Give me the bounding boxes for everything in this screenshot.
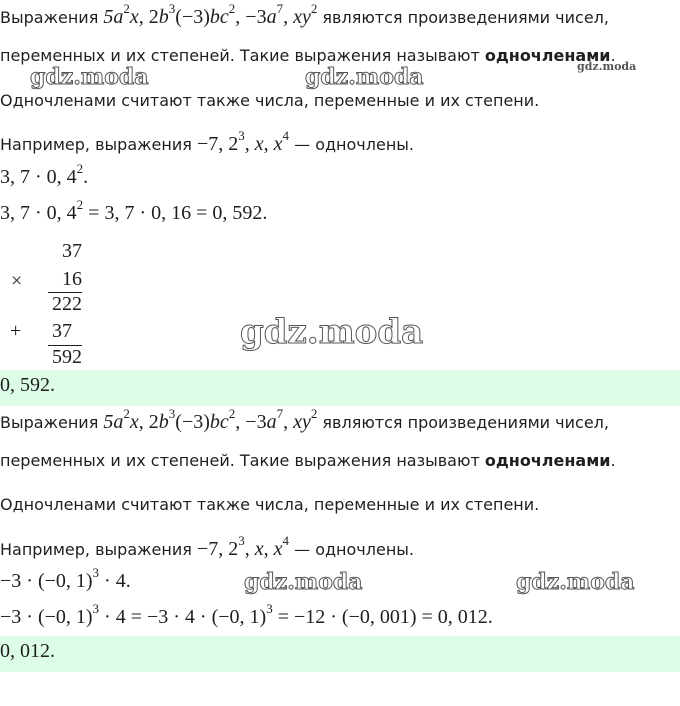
line2-end: . — [610, 46, 616, 65]
column-multiplication — [0, 240, 100, 368]
solution-2: −3 · (−0, 1)$^3$ · 4 = −3 · 4 · (−0, 1)$^3$ = −12 · (−0, 001) = 0, 012. — [0, 601, 493, 628]
multiply-sign: × — [11, 270, 23, 292]
watermark: gdz.moda — [30, 64, 149, 90]
task-1: 3, 7 · 0, $4^2$. — [0, 161, 89, 188]
example-prefix: Например, выражения — [0, 135, 197, 154]
example-expr: −7, $2^3$, x, $x^4$ — [196, 128, 290, 155]
example-suffix: — одночлены. — [289, 135, 414, 154]
example2-prefix: Например, выражения — [0, 540, 197, 559]
intro-line-1 — [0, 1, 609, 29]
intro-line-2 — [0, 46, 616, 65]
watermark: gdz.moda — [240, 312, 424, 352]
line2b-prefix: переменных и их степеней. Такие выражения называют — [0, 451, 485, 470]
plus-sign: + — [10, 320, 22, 342]
watermark: gdz.moda — [305, 64, 424, 90]
intro2-line-3: Одночленами считают также числа, переменные и их степени. — [0, 495, 540, 514]
intro-prefix: Выражения — [0, 8, 104, 27]
example2-suffix: — одночлены. — [289, 540, 414, 559]
task-2: −3 · (−0, 1)$^3$ · 4. — [0, 565, 131, 592]
intro-suffix: являются произведениями чисел, — [317, 8, 609, 27]
solution-1: 3, 7 · 0, $4^2 = 3$, 7 · 0, 16 = 0, 592. — [0, 197, 268, 224]
term-bold: одночленами — [484, 46, 611, 65]
intro2-suffix: являются произведениями чисел, — [317, 413, 609, 432]
operand-2: 16 — [62, 268, 82, 290]
watermark: gdz.moda — [577, 60, 637, 73]
expr-list: $5a^2x$, $2b^3(-3)bc^2$, $-3a^7$, $xy^2$ — [103, 1, 318, 28]
line2b-end: . — [610, 451, 616, 470]
answer-box-2 — [0, 636, 680, 672]
answer-box-1 — [0, 370, 680, 406]
partial-2: 37 — [52, 320, 72, 342]
column-result: 592 — [52, 346, 82, 368]
intro2-line-1 — [0, 406, 609, 434]
answer-1: 0, 592. — [0, 374, 55, 396]
operand-1: 37 — [62, 240, 82, 262]
intro-line-3: Одночленами считают также числа, переменные и их степени. — [0, 91, 540, 110]
expr-list-2: $5a^2x$, $2b^3(-3)bc^2$, $-3a^7$, $xy^2$ — [103, 406, 318, 433]
intro2-line-2 — [0, 451, 616, 470]
watermark: gdz.moda — [516, 569, 635, 595]
example2-line — [0, 533, 414, 561]
line2-prefix: переменных и их степеней. Такие выражения называют — [0, 46, 485, 65]
example-line — [0, 128, 414, 156]
answer-2: 0, 012. — [0, 640, 55, 662]
term2-bold: одночленами — [484, 451, 611, 470]
example2-expr: −7, $2^3$, x, $x^4$ — [196, 533, 290, 560]
partial-1: 222 — [52, 293, 82, 315]
intro2-prefix: Выражения — [0, 413, 104, 432]
watermark: gdz.moda — [244, 569, 363, 595]
